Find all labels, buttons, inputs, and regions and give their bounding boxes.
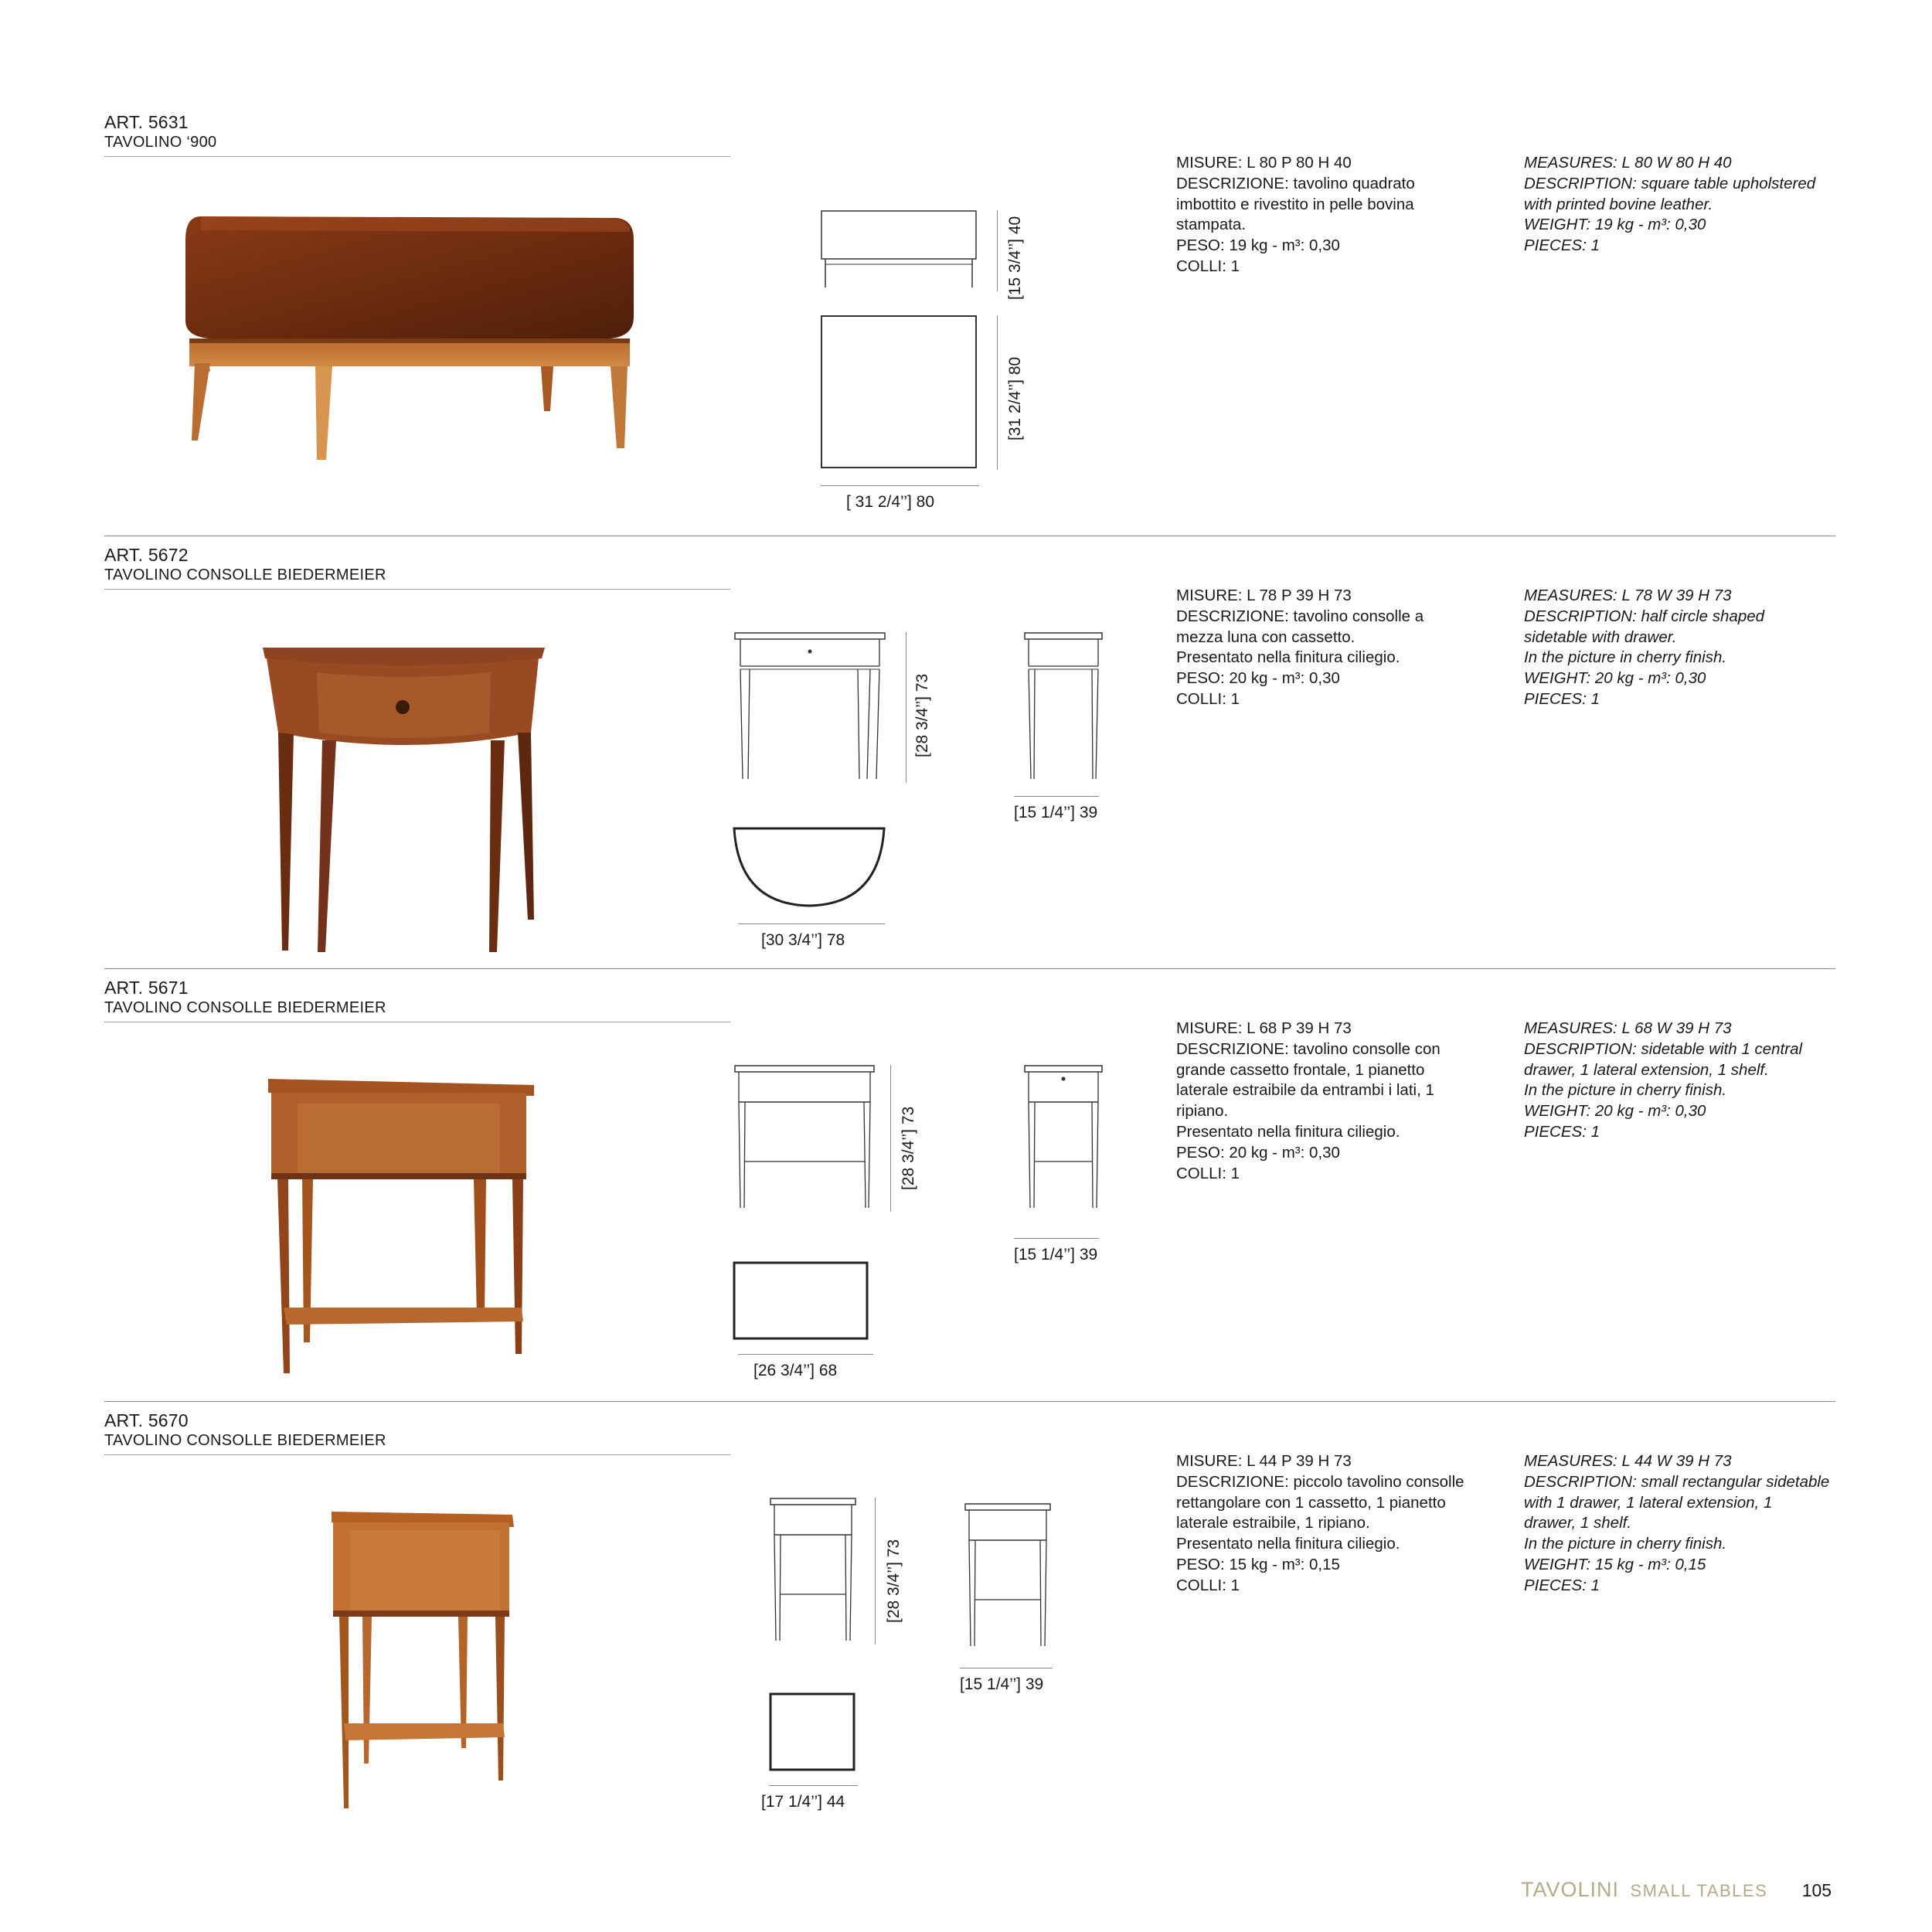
product-name: TAVOLINO CONSOLLE BIEDERMEIER: [104, 566, 386, 583]
specs-english: MEASURES: L 44 W 39 H 73 DESCRIPTION: small rectangular sidetable with 1 drawer, 1 lateral extension, 1 drawer, 1 shelf. In the picture in cherry finish. WEIGHT: 15 kg - m³: 0,15 PIECES: 1: [1524, 1452, 1830, 1594]
product-photo-ottoman-table: [178, 209, 672, 471]
dimension-height-label: [28 3/4’’] 73: [885, 1539, 903, 1623]
product-photo-console-with-shelf: [267, 1076, 537, 1377]
dimension-width-label: [26 3/4’’] 68: [753, 1362, 838, 1379]
technical-drawing-front-view: [734, 1065, 877, 1212]
technical-drawing-front-view: [734, 632, 889, 783]
technical-drawing-front-view: [770, 1498, 859, 1645]
dimension-line: [738, 923, 885, 924]
title-underline: [104, 589, 730, 590]
product-art-number: ART. 5670: [104, 1410, 189, 1430]
footer-subtitle: SMALL TABLES: [1630, 1881, 1768, 1900]
dimension-height-label: [28 3/4’’] 73: [900, 1106, 917, 1190]
product-art-number: ART. 5671: [104, 978, 189, 998]
technical-drawing-side-view: [1024, 632, 1105, 783]
dimension-line: [997, 210, 998, 291]
product-art-number: ART. 5631: [104, 112, 189, 132]
product-photo-half-moon-console: [259, 641, 553, 954]
dimension-depth-label: [15 1/4’’] 39: [1014, 1246, 1098, 1264]
technical-drawing-side-view: [964, 1503, 1053, 1650]
dimension-height-label: [15 3/4’’] 40: [1006, 216, 1024, 300]
dimension-line: [890, 1065, 891, 1212]
title-underline: [104, 156, 730, 157]
dimension-height-label: [28 3/4’’] 73: [913, 673, 931, 757]
title-underline: [104, 1454, 730, 1455]
specs-italian: MISURE: L 68 P 39 H 73 DESCRIZIONE: tavolino consolle con grande cassetto frontale, 1 pianetto laterale estraibile da entrambi i lati, 1 ripiano. Presentato nella finitura ciliegio. PESO: 20 kg - m³: 0,30 COLLI: 1: [1176, 1019, 1440, 1182]
dimension-line: [997, 315, 998, 470]
product-name: TAVOLINO CONSOLLE BIEDERMEIER: [104, 999, 386, 1016]
dimension-width-label: [ 31 2/4’’] 80: [846, 493, 935, 511]
section-divider: [104, 968, 1835, 969]
specs-italian: MISURE: L 78 P 39 H 73 DESCRIZIONE: tavolino consolle a mezza luna con cassetto. Presentato nella finitura ciliegio. PESO: 20 kg - m³: 0,30 COLLI: 1: [1176, 587, 1424, 708]
dimension-line: [821, 485, 979, 486]
dimension-width-label: [30 3/4’’] 78: [761, 931, 845, 949]
product-photo-small-console: [328, 1509, 518, 1814]
technical-drawing-top-view: [769, 1692, 858, 1774]
dimension-line: [1014, 796, 1099, 797]
product-name: TAVOLINO CONSOLLE BIEDERMEIER: [104, 1432, 386, 1449]
specs-english: MEASURES: L 78 W 39 H 73 DESCRIPTION: half circle shaped sidetable with drawer. In the picture in cherry finish. WEIGHT: 20 kg - m³: 0,30 PIECES: 1: [1524, 587, 1765, 708]
specs-italian: MISURE: L 44 P 39 H 73 DESCRIZIONE: piccolo tavolino consolle rettangolare con 1 cassetto, 1 pianetto laterale estraibile, 1 ripiano. Presentato nella finitura ciliegio. PESO: 15 kg - m³: 0,15 COLLI: 1: [1176, 1452, 1464, 1594]
technical-drawing-side-view: [1024, 1065, 1105, 1212]
technical-drawing-side-view: [821, 210, 979, 291]
technical-drawing-top-view-half-circle: [733, 827, 887, 908]
technical-drawing-top-view: [821, 315, 979, 470]
page-footer: [1521, 1878, 1832, 1902]
section-divider: [104, 1401, 1835, 1402]
dimension-line: [875, 1498, 876, 1645]
dimension-line: [738, 1354, 873, 1355]
dimension-width-label: [17 1/4’’] 44: [761, 1793, 845, 1811]
page-number: 105: [1801, 1880, 1832, 1900]
specs-italian: MISURE: L 80 P 80 H 40 DESCRIZIONE: tavolino quadrato imbottito e rivestito in pelle bovina stampata. PESO: 19 kg - m³: 0,30 COLLI: 1: [1176, 154, 1415, 275]
dimension-depth-label: [31 2/4’’] 80: [1006, 356, 1024, 440]
product-art-number: ART. 5672: [104, 545, 189, 565]
dimension-line: [769, 1785, 858, 1786]
specs-english: MEASURES: L 68 W 39 H 73 DESCRIPTION: sidetable with 1 central drawer, 1 lateral extension, 1 shelf. In the picture in cherry finish. WEIGHT: 20 kg - m³: 0,30 PIECES: 1: [1524, 1019, 1803, 1141]
dimension-depth-label: [15 1/4’’] 39: [960, 1675, 1044, 1693]
technical-drawing-top-view: [733, 1261, 872, 1342]
dimension-line: [1014, 1238, 1099, 1239]
dimension-depth-label: [15 1/4’’] 39: [1014, 804, 1098, 821]
product-name: TAVOLINO ‘900: [104, 134, 217, 151]
specs-english: MEASURES: L 80 W 80 H 40 DESCRIPTION: square table upholstered with printed bovine leather. WEIGHT: 19 kg - m³: 0,30 PIECES: 1: [1524, 154, 1816, 255]
footer-category: TAVOLINI: [1521, 1878, 1620, 1901]
